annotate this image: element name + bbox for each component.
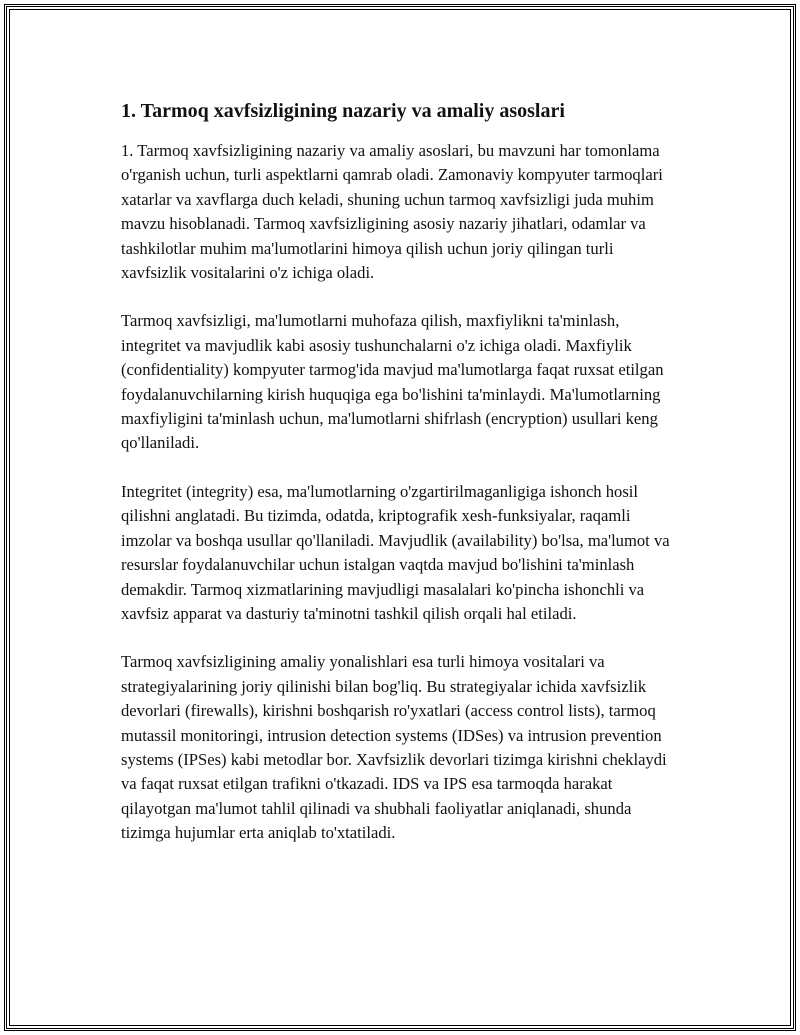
document-content — [121, 97, 681, 870]
paragraph-3: Integritet (integrity) esa, ma'lumotlarning o'zgartirilmaganligiga ishonch hosil qilishni anglatadi. Bu tizimda, odatda, kriptografik xesh-funksiyalar, raqamli imzolar va boshqa usullar qo'llaniladi. Mavjudlik (availability) bo'lsa, ma'lumot va resurslar foydalanuvchilar uchun istalgan vaqtda mavjud bo'lishini ta'minlash demakdir. Tarmoq xizmatlarining mavjudligi masalalari ko'pincha ishonchli va xavfsiz apparat va dasturiy ta'minotni tashkil qilish orqali hal etiladi. — [121, 481, 670, 623]
section-heading: 1. Tarmoq xavfsizligining nazariy va amaliy asoslari — [121, 100, 565, 122]
document-page — [4, 4, 796, 1031]
paragraph-2: Tarmoq xavfsizligi, ma'lumotlarni muhofaza qilish, maxfiylikni ta'minlash, integritet va mavjudlik kabi asosiy tushunchalarni o'z ichiga oladi. Maxfiylik (confidentiality) kompyuter tarmog'ida mavjud ma'lumotlarga faqat ruxsat etilgan foydalanuvchilarning kirish huquqiga ega bo'lishini ta'minlaydi. Ma'lumotlarning maxfiyligini ta'minlash uchun, ma'lumotlarni shifrlash (encryption) usullari keng qo'llaniladi. — [121, 311, 664, 453]
paragraph-4: Tarmoq xavfsizligining amaliy yonalishlari esa turli himoya vositalari va strategiyalarining joriy qilinishi bilan bog'liq. Bu strategiyalar ichida xavfsizlik devorlari (firewalls), kirishni boshqarish ro'yxatlari (access control lists), tarmoq mutassil monitoringi, intrusion detection systems (IDSes) va intrusion prevention systems (IPSes) kabi metodlar bor. Xavfsizlik devorlari tizimga kirishni cheklaydi va faqat ruxsat etilgan trafikni o'tkazadi. IDS va IPS esa tarmoqda harakat qilayotgan ma'lumot tahlil qilinadi va shubhali faoliyatlar aniqlanadi, shunda tizimga hujumlar erta aniqlab to'xtatiladi. — [121, 652, 667, 843]
paragraph-1: 1. Tarmoq xavfsizligining nazariy va amaliy asoslari, bu mavzuni har tomonlama o'rganish uchun, turli aspektlarni qamrab oladi. Zamonaviy kompyuter tarmoqlari xatarlar va xavflarga duch keladi, shuning uchun tarmoq xavfsizligi juda muhim mavzu hisoblanadi. Tarmoq xavfsizligining asosiy nazariy jihatlari, odamlar va tashkilotlar muhim ma'lumotlarini himoya qilish uchun joriy qilingan turli xavfsizlik vositalarini o'z ichiga oladi. — [121, 141, 663, 283]
